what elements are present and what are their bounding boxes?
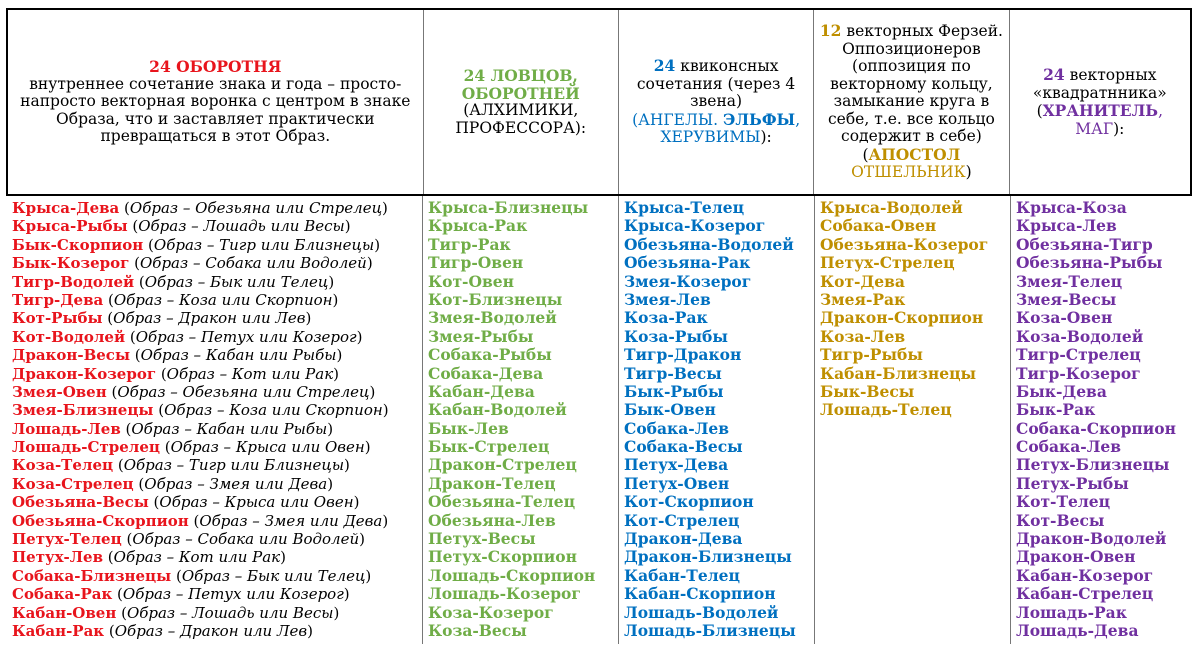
header-quincunx-text bbox=[623, 57, 809, 111]
paren-close: ): bbox=[760, 128, 772, 147]
list-item bbox=[6, 309, 422, 327]
list-item: Лошадь-Дева bbox=[1016, 620, 1139, 640]
paren-close: ) bbox=[364, 438, 371, 457]
hunters-column bbox=[422, 196, 618, 644]
header-quincunx-roles bbox=[623, 111, 809, 147]
header-werewolves bbox=[8, 10, 423, 194]
paren-close: ) bbox=[280, 548, 286, 567]
list-item: Тигр-Рыбы bbox=[820, 345, 923, 365]
list-item bbox=[6, 585, 422, 603]
pair-label: Дракон-Весы bbox=[12, 346, 130, 365]
paren-open: ( bbox=[116, 603, 127, 622]
image-note: Образ – Бык или Телец bbox=[144, 272, 329, 291]
header-squares-text bbox=[1014, 66, 1186, 102]
apostle-label: АПОСТОЛ bbox=[868, 144, 961, 164]
angels-label: АНГЕЛЫ. bbox=[638, 110, 719, 129]
table-body bbox=[6, 196, 1192, 644]
list-item: Змея-Весы bbox=[1016, 289, 1117, 309]
header-squares-roles bbox=[1014, 102, 1186, 138]
image-note: Образ – Кот или Рак bbox=[113, 548, 281, 567]
paren-open: ( bbox=[632, 110, 639, 129]
paren-open: ( bbox=[106, 382, 118, 401]
list-item: Обезьяна-Тигр bbox=[1016, 234, 1153, 254]
paren-open: ( bbox=[129, 254, 140, 273]
list-item: Бык-Дева bbox=[1016, 381, 1107, 401]
pair-label: Кот-Водолей bbox=[12, 327, 126, 346]
table-header bbox=[6, 8, 1192, 196]
list-item bbox=[6, 438, 422, 456]
pair-label: Обезьяна-Весы bbox=[12, 493, 149, 512]
list-item bbox=[6, 567, 422, 585]
list-item bbox=[6, 530, 422, 548]
list-item: Дракон-Близнецы bbox=[624, 547, 792, 567]
list-item bbox=[6, 291, 422, 309]
list-item: Дракон-Скорпион bbox=[820, 308, 984, 328]
squares-column bbox=[1010, 196, 1192, 644]
list-item: Лошадь-Скорпион bbox=[428, 565, 596, 585]
list-item: Собака-Лев bbox=[1016, 437, 1122, 457]
pair-label: Змея-Близнецы bbox=[12, 401, 154, 420]
list-item: Дракон-Телец bbox=[428, 473, 556, 493]
list-item: Дракон-Овен bbox=[1016, 547, 1136, 567]
image-note: Образ – Лошадь или Весы bbox=[126, 603, 334, 622]
image-note: Образ – Коза или Скорпион bbox=[164, 401, 383, 420]
paren-open: ( bbox=[129, 346, 141, 365]
paren-open: ( bbox=[188, 511, 200, 530]
list-item bbox=[6, 254, 422, 272]
pair-label: Кабан-Рак bbox=[12, 621, 105, 640]
image-note: Образ – Собака или Водолей bbox=[140, 254, 367, 273]
list-item: Обезьяна-Рыбы bbox=[1016, 253, 1163, 273]
pair-label: Кот-Рыбы bbox=[12, 309, 103, 328]
paren-close: ) bbox=[366, 254, 373, 273]
cherubim-label: ХЕРУВИМЫ bbox=[660, 128, 761, 147]
paren-open: ( bbox=[159, 438, 171, 457]
header-queens-text bbox=[818, 22, 1004, 146]
list-item: Кот-Стрелец bbox=[624, 510, 740, 530]
paren-open: ( bbox=[102, 309, 114, 328]
list-item bbox=[6, 420, 422, 438]
image-note: Образ – Змея или Дева bbox=[144, 474, 328, 493]
list-item: Петух-Овен bbox=[624, 473, 730, 493]
list-item bbox=[6, 456, 422, 474]
list-item bbox=[6, 493, 422, 511]
paren-close: ): bbox=[1113, 119, 1125, 138]
list-item bbox=[6, 604, 422, 622]
list-item: Петух-Рыбы bbox=[1016, 473, 1129, 493]
list-item: Кабан-Стрелец bbox=[1016, 584, 1154, 604]
list-item: Коза-Лев bbox=[820, 326, 906, 346]
list-item: Коза-Козерог bbox=[428, 602, 554, 622]
list-item bbox=[6, 383, 422, 401]
comma: , bbox=[1158, 102, 1164, 120]
paren-close: ) bbox=[305, 309, 312, 328]
list-item bbox=[6, 217, 422, 235]
list-item: Бык-Овен bbox=[624, 400, 716, 420]
list-item: Кабан-Телец bbox=[624, 565, 740, 585]
pair-label: Собака-Близнецы bbox=[12, 566, 172, 585]
queens-column bbox=[814, 196, 1010, 644]
list-item: Кот-Дева bbox=[820, 271, 905, 291]
list-item: Тигр-Дракон bbox=[624, 345, 742, 365]
header-hunters-title: 24 ЛОВЦОВ, ОБОРОТНЕЙ bbox=[461, 66, 580, 103]
list-item: Собака-Весы bbox=[624, 437, 743, 457]
pair-label: Лошадь-Стрелец bbox=[12, 438, 160, 457]
list-item: Крыса-Козерог bbox=[624, 216, 766, 236]
paren-open: ( bbox=[134, 272, 145, 291]
list-item: Коза-Весы bbox=[428, 620, 527, 640]
paren-close: ) bbox=[343, 585, 350, 604]
quincunx-column bbox=[618, 196, 814, 644]
image-note: Образ – Тигр или Близнецы bbox=[123, 456, 345, 475]
list-item: Змея-Козерог bbox=[624, 271, 752, 291]
list-item: Петух-Дева bbox=[624, 455, 729, 475]
paren-close: ) bbox=[333, 603, 340, 622]
paren-close: ) bbox=[307, 621, 313, 640]
list-item: Бык-Рак bbox=[1016, 400, 1096, 420]
list-item: Крыса-Водолей bbox=[820, 198, 963, 217]
image-note: Образ – Коза или Скорпион bbox=[113, 290, 333, 309]
list-item: Змея-Водолей bbox=[428, 308, 557, 328]
image-note: Образ – Обезьяна или Стрелец bbox=[129, 199, 383, 217]
elves-label: ЭЛЬФЫ bbox=[723, 109, 796, 129]
paren-open: ( bbox=[103, 548, 114, 567]
list-item bbox=[6, 236, 422, 254]
list-item: Кот-Весы bbox=[1016, 510, 1105, 530]
list-item: Петух-Скорпион bbox=[428, 547, 577, 567]
paren-close: ) bbox=[356, 327, 363, 346]
list-item: Дракон-Стрелец bbox=[428, 455, 577, 475]
list-item: Собака-Овен bbox=[820, 216, 937, 236]
list-item: Лошадь-Близнецы bbox=[624, 620, 796, 640]
list-item: Крыса-Близнецы bbox=[428, 198, 589, 217]
list-item: Обезьяна-Лев bbox=[428, 510, 556, 530]
image-note: Образ – Бык или Телец bbox=[181, 566, 366, 585]
pair-label: Коза-Телец bbox=[12, 456, 114, 475]
list-item: Лошадь-Водолей bbox=[624, 602, 779, 622]
list-item: Змея-Рыбы bbox=[428, 326, 534, 346]
list-item: Кот-Телец bbox=[1016, 492, 1111, 512]
pair-label: Крыса-Рыбы bbox=[12, 217, 128, 236]
paren-close: ) bbox=[344, 456, 350, 475]
list-item bbox=[6, 512, 422, 530]
header-queens-desc: векторных Ферзей. Оппозиционеров (оппозиция по векторному кольцу, замыкание круга в себе, т.е. все кольцо содержит в себе) bbox=[828, 22, 1003, 146]
header-quincunx-desc: квиконсных сочетания (через 4 звена) bbox=[636, 57, 796, 111]
image-note: Образ – Змея или Дева bbox=[199, 511, 383, 530]
image-note: Образ – Дракон или Лев bbox=[113, 309, 306, 328]
header-werewolves-title: 24 ОБОРОТНЯ bbox=[149, 57, 282, 77]
list-item bbox=[6, 273, 422, 291]
pair-label: Коза-Стрелец bbox=[12, 474, 134, 493]
header-quincunx bbox=[618, 10, 813, 194]
list-item: Кот-Овен bbox=[428, 271, 514, 291]
header-werewolves-desc: внутреннее сочетание знака и года – просто-напросто векторная воронка с центром в знаке Образа, что и заставляет практически превращаться в этот Образ. bbox=[20, 74, 411, 146]
paren-open: ( bbox=[133, 474, 145, 493]
list-item: Кабан-Козерог bbox=[1016, 565, 1154, 585]
list-item: Крыса-Лев bbox=[1016, 216, 1117, 236]
list-item: Петух-Стрелец bbox=[820, 253, 955, 273]
pair-label: Кабан-Овен bbox=[12, 603, 117, 622]
hermit-label: ОТШЕЛЬНИК bbox=[851, 163, 966, 182]
header-queens bbox=[813, 10, 1008, 194]
paren-open: ( bbox=[121, 530, 133, 549]
pair-label: Бык-Скорпион bbox=[12, 235, 144, 254]
pair-label: Лошадь-Лев bbox=[12, 419, 121, 438]
list-item: Лошадь-Козерог bbox=[428, 584, 581, 604]
list-item: Бык-Рыбы bbox=[624, 381, 724, 401]
list-item: Кабан-Дева bbox=[428, 381, 535, 401]
list-item: Кот-Скорпион bbox=[624, 492, 754, 512]
list-item: Змея-Рак bbox=[820, 289, 906, 309]
comma: , bbox=[795, 110, 801, 129]
paren-close: ) bbox=[336, 346, 343, 365]
list-item: Кабан-Водолей bbox=[428, 400, 567, 420]
paren-close: ) bbox=[382, 199, 388, 217]
header-squares-count: 24 bbox=[1043, 65, 1065, 84]
list-item: Обезьяна-Рак bbox=[624, 253, 751, 273]
list-item: Обезьяна-Телец bbox=[428, 492, 576, 512]
list-item: Собака-Рыбы bbox=[428, 345, 552, 365]
image-note: Образ – Лошадь или Весы bbox=[138, 217, 345, 236]
paren-open: ( bbox=[153, 401, 165, 420]
list-item: Петух-Близнецы bbox=[1016, 455, 1170, 475]
list-item: Тигр-Козерог bbox=[1016, 363, 1141, 383]
paren-close: ) bbox=[332, 290, 339, 309]
paren-close: ) bbox=[327, 419, 334, 438]
image-note: Образ – Кабан или Рыбы bbox=[131, 419, 328, 438]
list-item bbox=[6, 401, 422, 419]
list-item: Бык-Лев bbox=[428, 418, 509, 438]
pair-label: Змея-Овен bbox=[12, 382, 107, 401]
list-item: Бык-Стрелец bbox=[428, 437, 550, 457]
list-item bbox=[6, 328, 422, 346]
list-item: Коза-Овен bbox=[1016, 308, 1113, 328]
list-item: Тигр-Весы bbox=[624, 363, 722, 383]
paren-open: ( bbox=[156, 364, 167, 383]
list-item: Крыса-Телец bbox=[624, 198, 745, 217]
list-item: Кот-Близнецы bbox=[428, 289, 563, 309]
list-item bbox=[6, 548, 422, 566]
header-queens-count: 12 bbox=[819, 21, 842, 41]
list-item: Дракон-Водолей bbox=[1016, 529, 1167, 549]
paren-close: ) bbox=[965, 163, 972, 182]
list-item: Кабан-Скорпион bbox=[624, 584, 776, 604]
paren-close: ) bbox=[382, 511, 389, 530]
mage-label: МАГ bbox=[1075, 119, 1114, 138]
image-note: Образ – Кот или Рак bbox=[166, 364, 334, 383]
pair-label: Петух-Лев bbox=[12, 548, 104, 567]
image-note: Образ – Дракон или Лев bbox=[114, 621, 308, 640]
paren-open: ( bbox=[127, 217, 139, 236]
paren-open: ( bbox=[112, 585, 123, 604]
list-item: Собака-Скорпион bbox=[1016, 418, 1176, 438]
header-hunters bbox=[423, 10, 618, 194]
pair-label: Крыса-Дева bbox=[12, 199, 120, 217]
paren-open: ( bbox=[143, 235, 154, 254]
list-item bbox=[6, 199, 422, 217]
paren-close: ) bbox=[365, 566, 372, 585]
paren-open: ( bbox=[1036, 102, 1043, 120]
pair-label: Тигр-Водолей bbox=[12, 272, 135, 291]
pair-label: Петух-Телец bbox=[12, 530, 122, 549]
list-item: Тигр-Стрелец bbox=[1016, 345, 1141, 365]
paren-close: ) bbox=[327, 474, 334, 493]
image-note: Образ – Петух или Козерог bbox=[135, 327, 357, 346]
paren-close: ) bbox=[328, 272, 335, 291]
list-item: Лошадь-Телец bbox=[820, 400, 952, 420]
list-item: Дракон-Дева bbox=[624, 529, 743, 549]
paren-open: ( bbox=[171, 566, 182, 585]
paren-close: ) bbox=[382, 401, 389, 420]
pair-label: Собака-Рак bbox=[12, 585, 113, 604]
list-item: Обезьяна-Козерог bbox=[820, 234, 989, 254]
image-note: Образ – Кабан или Рыбы bbox=[140, 346, 337, 365]
paren-open: ( bbox=[104, 621, 115, 640]
image-note: Образ – Петух или Козерог bbox=[122, 585, 344, 604]
list-item: Собака-Дева bbox=[428, 363, 544, 383]
list-item: Крыса-Коза bbox=[1016, 198, 1127, 217]
list-item bbox=[6, 475, 422, 493]
list-item: Собака-Лев bbox=[624, 418, 730, 438]
paren-close: ) bbox=[359, 530, 365, 549]
header-squares-desc: векторных «квадратнника» bbox=[1032, 66, 1167, 102]
list-item: Тигр-Рак bbox=[428, 234, 511, 254]
list-item: Лошадь-Рак bbox=[1016, 602, 1127, 622]
list-item bbox=[6, 346, 422, 364]
pair-label: Бык-Козерог bbox=[12, 254, 130, 273]
paren-close: ) bbox=[369, 382, 376, 401]
header-queens-roles bbox=[851, 146, 972, 182]
paren-open: ( bbox=[113, 456, 124, 475]
list-item: Обезьяна-Водолей bbox=[624, 234, 794, 254]
list-item: Коза-Рак bbox=[624, 308, 708, 328]
list-item: Коза-Водолей bbox=[1016, 326, 1144, 346]
paren-close: ) bbox=[353, 493, 360, 512]
paren-close: ) bbox=[344, 217, 351, 236]
pair-label: Обезьяна-Скорпион bbox=[12, 511, 189, 530]
paren-open: ( bbox=[125, 327, 136, 346]
paren-open: ( bbox=[103, 290, 114, 309]
paren-open: ( bbox=[119, 199, 130, 217]
image-note: Образ – Крыса или Овен bbox=[170, 438, 365, 457]
list-item: Змея-Телец bbox=[1016, 271, 1123, 291]
header-quincunx-count: 24 bbox=[653, 56, 676, 76]
header-hunters-desc: (АЛХИМИКИ, ПРОФЕССОРА): bbox=[455, 101, 587, 137]
list-item: Петух-Весы bbox=[428, 529, 536, 549]
image-note: Образ – Обезьяна или Стрелец bbox=[117, 382, 370, 401]
list-item: Кабан-Близнецы bbox=[820, 363, 977, 383]
list-item bbox=[6, 622, 422, 640]
list-item: Змея-Лев bbox=[624, 289, 711, 309]
image-note: Образ – Крыса или Овен bbox=[159, 493, 354, 512]
pair-label: Тигр-Дева bbox=[12, 290, 104, 309]
image-note: Образ – Тигр или Близнецы bbox=[153, 235, 375, 254]
paren-close: ) bbox=[333, 364, 340, 383]
paren-open: ( bbox=[862, 145, 869, 164]
keeper-label: ХРАНИТЕЛЬ bbox=[1042, 101, 1159, 120]
list-item: Крыса-Рак bbox=[428, 216, 528, 236]
paren-open: ( bbox=[120, 419, 132, 438]
list-item bbox=[6, 365, 422, 383]
pair-label: Дракон-Козерог bbox=[12, 364, 157, 383]
werewolves-column bbox=[6, 196, 422, 644]
list-item: Коза-Рыбы bbox=[624, 326, 728, 346]
list-item: Бык-Весы bbox=[820, 381, 915, 401]
header-squares bbox=[1009, 10, 1190, 194]
paren-close: ) bbox=[374, 235, 381, 254]
list-item: Тигр-Овен bbox=[428, 253, 524, 273]
paren-open: ( bbox=[148, 493, 160, 512]
image-note: Образ – Собака или Водолей bbox=[132, 530, 360, 549]
